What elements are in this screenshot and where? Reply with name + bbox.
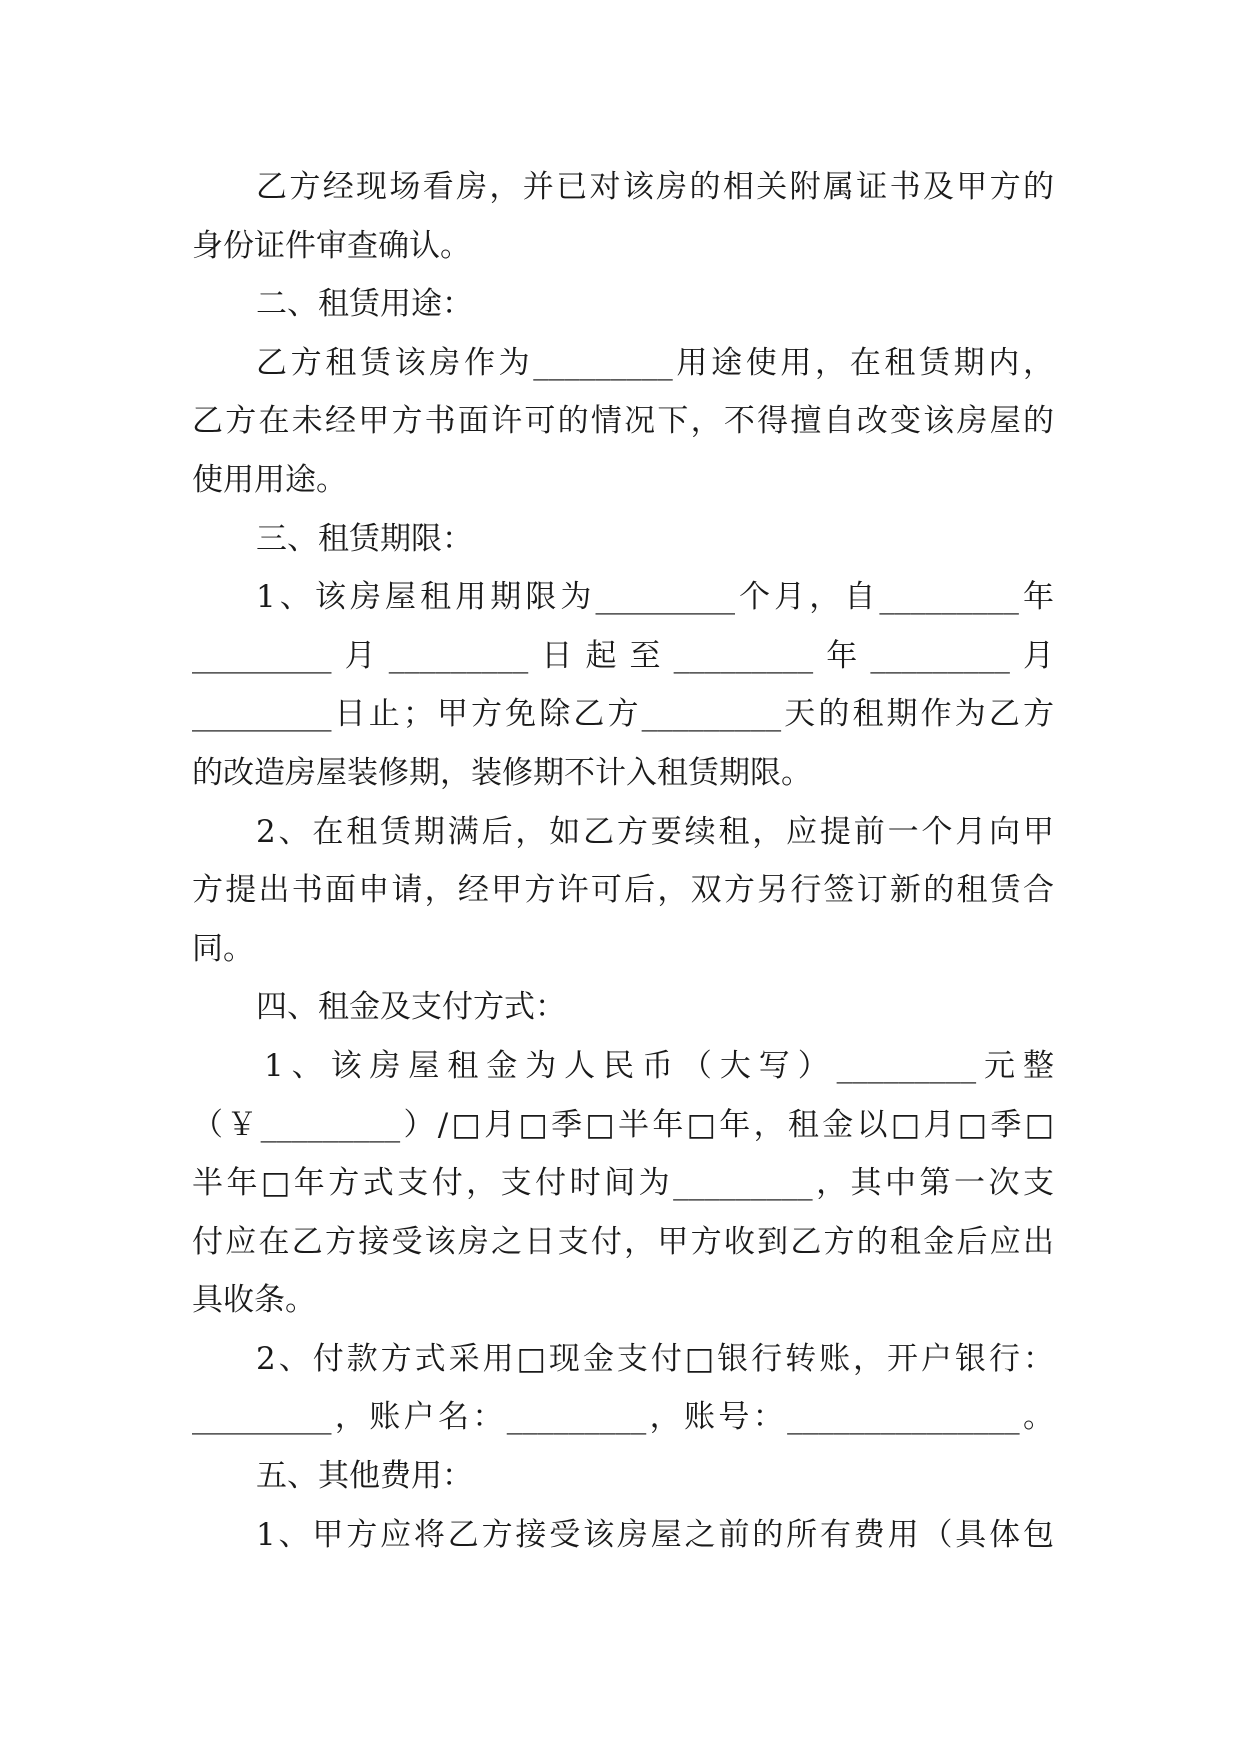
text-line: 使用用途。 (192, 461, 347, 498)
text-line: 具收条。 (192, 1282, 316, 1319)
text-line: 1、该房屋租用期限为_________个月，自_________年 (256, 579, 1054, 616)
document-body (192, 158, 1054, 1564)
text-line: 乙方租赁该房作为_________用途使用，在租赁期内， (256, 344, 1054, 381)
text-line: （￥_________）/□月□季□半年□年，租金以□月□季□ (192, 1106, 1054, 1143)
text-line: _________，账户名：_________，账号：_______________。 (192, 1399, 1054, 1436)
text-line: 乙方在未经甲方书面许可的情况下，不得擅自改变该房屋的 (192, 403, 1054, 440)
text-line: _________月_________日起至_________年_________月 (192, 637, 1054, 674)
text-line: 半年□年方式支付，支付时间为_________，其中第一次支 (192, 1165, 1054, 1202)
text-line: _________日止；甲方免除乙方_________天的租期作为乙方 (192, 696, 1054, 733)
text-line: 同。 (192, 930, 254, 967)
text-line: 付应在乙方接受该房之日支付，甲方收到乙方的租金后应出 (192, 1223, 1054, 1260)
text-line: 方提出书面申请，经甲方许可后，双方另行签订新的租赁合 (192, 872, 1054, 909)
section-heading: 五、其他费用： (256, 1458, 473, 1495)
text-line: 身份证件审查确认。 (192, 227, 471, 264)
section-heading: 二、租赁用途： (256, 286, 473, 323)
text-line: 的改造房屋装修期，装修期不计入租赁期限。 (192, 754, 812, 791)
text-line: 乙方经现场看房，并已对该房的相关附属证书及甲方的 (256, 169, 1054, 205)
section-heading: 三、租赁期限： (256, 520, 473, 557)
text-line: 2、付款方式采用□现金支付□银行转账，开户银行： (256, 1340, 1054, 1377)
text-line: 1、该房屋租金为人民币（大写）_________元整 (264, 1047, 1054, 1084)
section-heading: 四、租金及支付方式： (256, 989, 566, 1026)
text-line: 1、甲方应将乙方接受该房屋之前的所有费用（具体包 (256, 1516, 1054, 1553)
text-line: 2、在租赁期满后，如乙方要续租，应提前一个月向甲 (256, 813, 1054, 850)
